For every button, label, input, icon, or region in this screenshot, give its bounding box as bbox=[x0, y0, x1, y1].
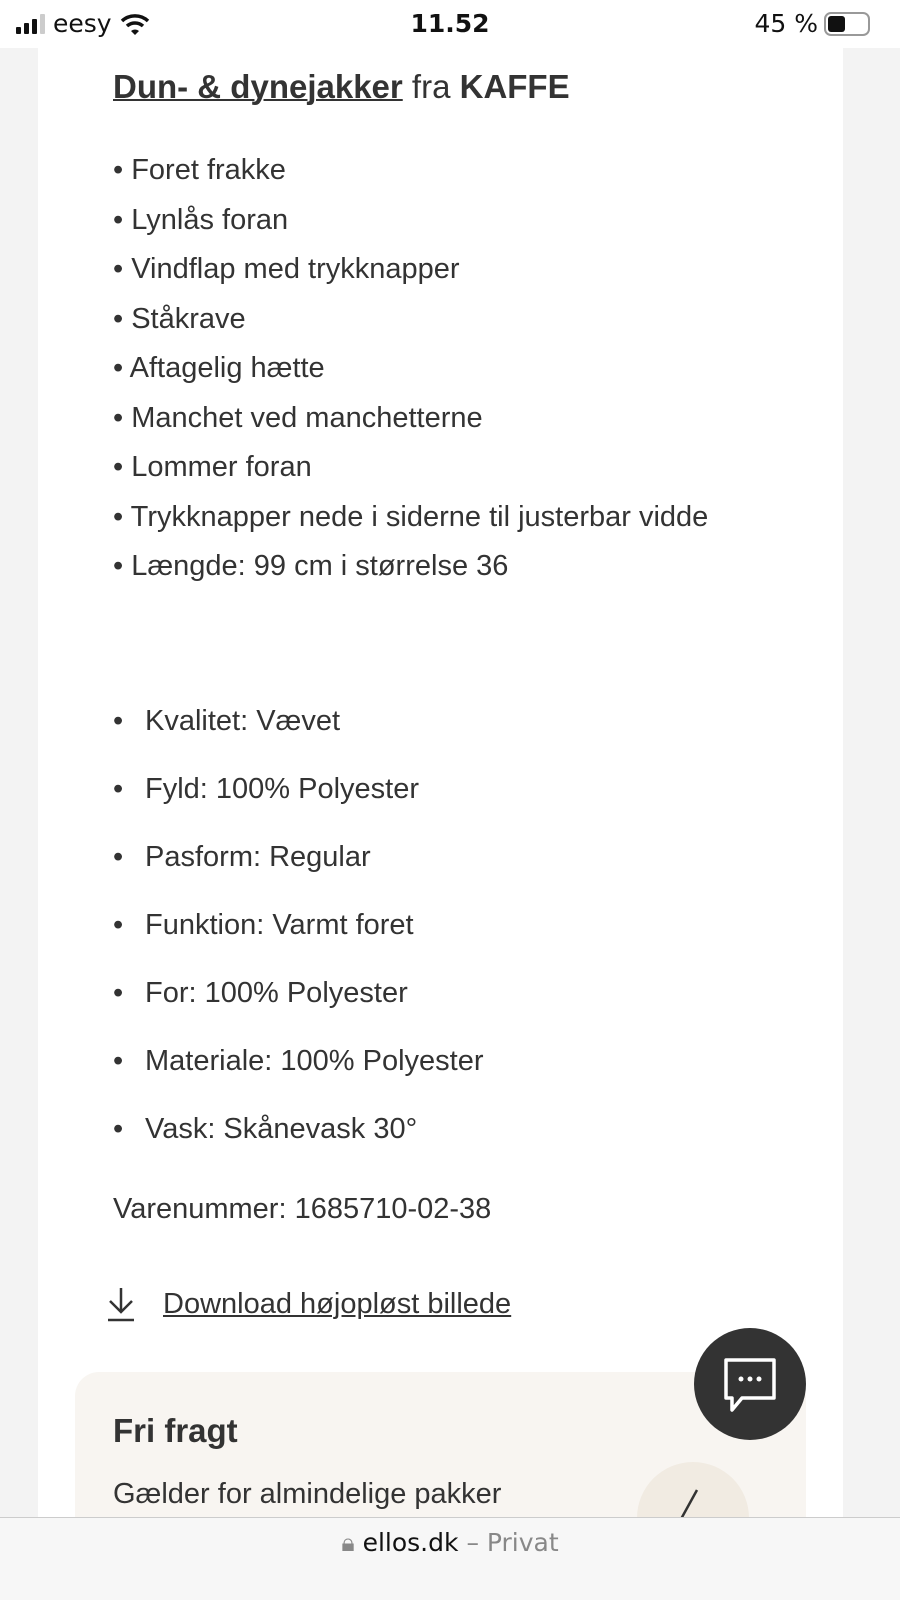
browser-address-bar[interactable] bbox=[0, 1517, 900, 1600]
list-item: • Længde: 99 cm i størrelse 36 bbox=[113, 550, 509, 582]
list-item: • Manchet ved manchetterne bbox=[113, 401, 483, 434]
list-item: • Aftagelig hætte bbox=[113, 352, 325, 384]
spec-text: Pasform: Regular bbox=[145, 841, 371, 873]
product-description bbox=[38, 48, 843, 1518]
list-item: • Lynlås foran bbox=[113, 203, 289, 236]
list-item: • Trykknapper nede i siderne til justerbar vidde bbox=[113, 500, 709, 533]
list-item: • Foret frakke bbox=[113, 154, 286, 186]
list-item: • Lommer foran bbox=[113, 451, 312, 483]
heading-connector: fra bbox=[411, 68, 451, 105]
status-bar bbox=[0, 0, 900, 48]
bullet: • bbox=[113, 977, 124, 1009]
list-item bbox=[113, 900, 484, 968]
spec-text: Kvalitet: Vævet bbox=[145, 705, 341, 737]
domain: ellos.dk bbox=[362, 1528, 459, 1557]
list-item bbox=[113, 832, 484, 900]
feature-list bbox=[113, 146, 753, 592]
download-image-link[interactable] bbox=[105, 1286, 511, 1322]
battery-percent: 45 % bbox=[754, 9, 818, 38]
chat-button[interactable] bbox=[694, 1328, 806, 1440]
list-item: • Ståkrave bbox=[113, 302, 246, 335]
category-link[interactable]: Dun- & dynejakker bbox=[113, 68, 403, 105]
list-item bbox=[113, 764, 484, 832]
spec-text: For: 100% Polyester bbox=[145, 977, 408, 1009]
private-mode: – Privat bbox=[466, 1528, 559, 1557]
bullet: • bbox=[113, 773, 124, 805]
list-item bbox=[113, 1036, 484, 1104]
spec-text: Funktion: Varmt foret bbox=[145, 909, 414, 941]
list-item: • Vindflap med trykknapper bbox=[113, 253, 460, 285]
list-item bbox=[113, 696, 484, 764]
card-text: Gælder for almindelige pakker bbox=[113, 1478, 502, 1510]
article-number: Varenummer: 1685710-02-38 bbox=[113, 1193, 492, 1225]
card-title: Fri fragt bbox=[113, 1412, 238, 1449]
carrier: eesy bbox=[53, 9, 112, 38]
list-item bbox=[113, 1104, 484, 1172]
spec-text: Materiale: 100% Polyester bbox=[145, 1045, 484, 1077]
download-icon bbox=[105, 1286, 137, 1322]
product-heading bbox=[113, 68, 570, 106]
bullet: • bbox=[113, 1113, 124, 1145]
download-label: Download højopløst billede bbox=[163, 1287, 512, 1320]
lock-icon: 🔒︎ bbox=[341, 1528, 355, 1557]
bullet: • bbox=[113, 909, 124, 941]
list-item bbox=[113, 968, 484, 1036]
brand-name: KAFFE bbox=[459, 68, 570, 105]
bullet: • bbox=[113, 705, 124, 737]
battery-icon bbox=[824, 12, 870, 36]
spec-text: Vask: Skånevask 30° bbox=[145, 1113, 418, 1145]
spec-text: Fyld: 100% Polyester bbox=[145, 773, 420, 805]
chat-icon bbox=[720, 1354, 780, 1414]
bullet: • bbox=[113, 841, 124, 873]
clock: 11.52 bbox=[410, 9, 490, 38]
bullet: • bbox=[113, 1045, 124, 1077]
spec-list bbox=[113, 696, 484, 1172]
